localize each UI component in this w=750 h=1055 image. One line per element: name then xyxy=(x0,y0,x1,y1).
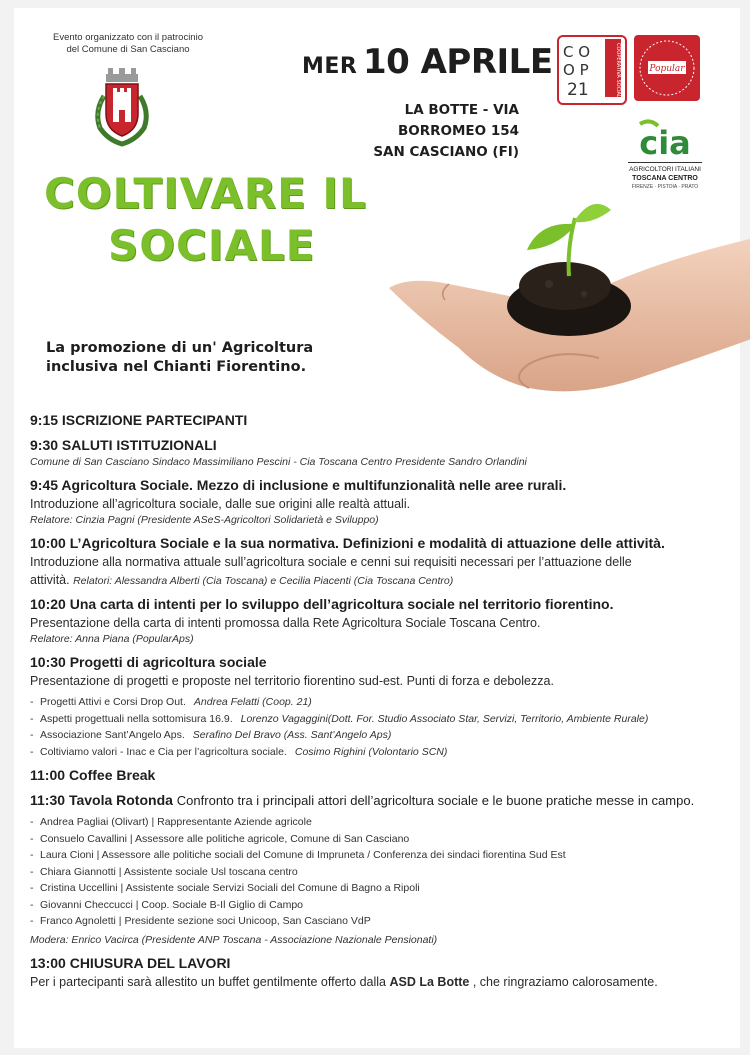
schedule-time: 13:00 xyxy=(30,954,66,971)
list-item: - Giovanni Checcucci | Coop. Sociale B-Il Giglio di Campo xyxy=(30,897,730,914)
schedule-item-0945 xyxy=(30,476,730,528)
venue-line-2: SAN CASCIANO (FI) xyxy=(373,144,519,160)
schedule-time: 10:20 xyxy=(30,596,66,612)
list-item xyxy=(30,727,730,744)
schedule-heading xyxy=(30,476,730,495)
subtitle-line-2: inclusiva nel Chianti Fiorentino. xyxy=(46,359,307,375)
project-title: Aspetti progettuali nella sottomisura 16.9. xyxy=(40,712,233,725)
coop21-logo-text-3: 21 xyxy=(567,80,589,100)
schedule-heading xyxy=(30,411,730,430)
schedule-time: 9:15 xyxy=(30,412,59,428)
schedule-title: Progetti di agricoltura sociale xyxy=(69,654,267,670)
schedule-heading xyxy=(30,766,730,785)
panel-list xyxy=(30,814,730,930)
schedule-speaker: Comune di San Casciano Sindaco Massimiliano Pescini - Cia Toscana Centro Presidente Sandro Orlandini xyxy=(30,456,527,468)
project-title: Progetti Attivi e Corsi Drop Out. xyxy=(40,696,186,708)
event-title xyxy=(44,168,367,272)
schedule-item-0915 xyxy=(30,411,730,430)
schedule-speaker: Relatore: Anna Piana (PopularAps) xyxy=(30,633,194,645)
panel-moderator: Modera: Enrico Vacirca (Presidente ANP Toscana - Associazione Nazionale Pensionati) xyxy=(30,933,438,946)
project-list xyxy=(30,694,730,760)
schedule-item-1130 xyxy=(30,791,730,948)
municipal-crest-icon xyxy=(90,66,154,148)
schedule-time: 9:30 xyxy=(30,437,59,453)
schedule-speaker: Relatore: Cinzia Pagni (Presidente ASeS-Agricoltori Solidarietà e Sviluppo) xyxy=(30,514,379,526)
popular-logo-graphic xyxy=(634,35,700,101)
list-item: - Franco Agnoletti | Presidente sezione soci Unicoop, San Casciano VdP xyxy=(30,913,730,930)
schedule-item-0930 xyxy=(30,436,730,470)
list-item: - Cristina Uccellini | Assistente sociale Servizi Sociali del Comune di Bagno a Ripoli xyxy=(30,880,730,897)
list-item: - Laura Cioni | Assessore alle politiche sociali del Comune di Impruneta / Conferenza dei sindaci fiorentina Sud Est xyxy=(30,847,730,864)
coop21-logo-text-1: C O xyxy=(563,43,591,61)
schedule-title: ISCRIZIONE PARTECIPANTI xyxy=(61,412,248,428)
schedule-description-cont: attività. xyxy=(30,573,70,587)
project-title: Coltiviamo valori - Inac e Cia per l’agricoltura sociale. xyxy=(40,745,287,758)
popular-logo xyxy=(634,35,700,101)
schedule-description-end xyxy=(30,571,730,589)
patronage-line-2: del Comune di San Casciano xyxy=(66,44,190,55)
schedule-heading xyxy=(30,653,730,672)
schedule-description: Introduzione all’agricoltura sociale, dalle sue origini alle realtà attuali. xyxy=(30,497,411,511)
schedule-title: L’Agricoltura Sociale e la sua normativa. Definizioni e modalità di attuazione delle attività. xyxy=(69,535,665,551)
program-schedule xyxy=(30,411,730,997)
cia-sub-3: FIRENZE · PISTOIA · PRATO xyxy=(631,184,699,190)
cia-logo-text: cia xyxy=(639,124,691,162)
project-speaker: Andrea Felatti (Coop. 21) xyxy=(193,696,312,708)
closing-note-host: ASD La Botte xyxy=(389,974,470,989)
event-subtitle xyxy=(46,339,313,377)
patronage-line-1: Evento organizzato con il patrocinio xyxy=(53,32,203,43)
venue-line-1: LA BOTTE - VIA BORROMEO 154 xyxy=(397,102,519,139)
event-venue xyxy=(314,100,519,163)
schedule-title: Tavola Rotonda xyxy=(68,792,173,808)
coop21-logo xyxy=(557,35,627,105)
title-line-2: SOCIALE xyxy=(108,221,316,270)
title-line-1: COLTIVARE IL xyxy=(44,169,367,218)
closing-note-end: , che ringraziamo calorosamente. xyxy=(472,974,658,989)
schedule-time: 11:00 xyxy=(30,767,66,783)
cia-logo xyxy=(624,118,706,196)
popular-logo-text: Popular xyxy=(649,64,685,74)
schedule-description: Introduzione alla normativa attuale sull’agricoltura sociale e cenni sui requisiti necessari per l’attuazione delle xyxy=(30,555,632,569)
subtitle-line-1: La promozione di un' Agricoltura xyxy=(46,340,314,356)
list-item: - Andrea Pagliai (Olivart) | Rappresentante Aziende agricole xyxy=(30,814,730,831)
project-speaker: Lorenzo Vagaggini(Dott. For. Studio Associato Star, Servizi, Territorio, Ambiente Rurale) xyxy=(240,712,649,725)
coop21-logo-text-2: O P xyxy=(563,61,589,79)
patronage-note xyxy=(38,32,218,56)
schedule-title: Agricoltura Sociale. Mezzo di inclusione e multifunzionalità nelle aree rurali. xyxy=(61,477,567,493)
list-item: - Chiara Giannotti | Assistente sociale Usl toscana centro xyxy=(30,864,730,881)
schedule-time: 11:30 xyxy=(30,792,66,808)
schedule-time: 10:30 xyxy=(30,654,66,670)
closing-note-start: Per i partecipanti sarà allestito un buffet gentilmente offerto dalla xyxy=(30,974,387,989)
event-date xyxy=(302,42,553,82)
cia-sub-1: AGRICOLTORI ITALIANI xyxy=(629,166,701,173)
list-item xyxy=(30,744,730,761)
schedule-item-1020 xyxy=(30,595,730,647)
list-item xyxy=(30,694,730,711)
event-day: 10 APRILE xyxy=(362,42,553,82)
cia-sub-2: TOSCANA CENTRO xyxy=(632,175,698,182)
schedule-time: 9:45 xyxy=(30,477,59,493)
schedule-time: 10:00 xyxy=(30,535,66,551)
schedule-title: CHIUSURA DEL LAVORI xyxy=(69,954,231,971)
schedule-description: Presentazione di progetti e proposte nel territorio fiorentino sud-est. Punti di forza e debolezza. xyxy=(30,674,554,688)
project-speaker: Cosimo Righini (Volontario SCN) xyxy=(294,745,448,758)
closing-note xyxy=(30,973,730,991)
coop21-logo-graphic xyxy=(559,37,625,103)
schedule-title-extra: Confronto tra i principali attori dell’agricoltura sociale e le buone pratiche messe in campo. xyxy=(176,793,695,808)
schedule-item-1300 xyxy=(30,954,730,991)
schedule-heading xyxy=(30,954,730,973)
list-item: - Consuelo Cavallini | Assessore alle politiche agricole, Comune di San Casciano xyxy=(30,831,730,848)
event-weekday: MER xyxy=(302,54,358,79)
schedule-speaker: Relatori: Alessandra Alberti (Cia Toscana) e Cecilia Piacenti (Cia Toscana Centro) xyxy=(73,575,454,587)
cia-logo-graphic xyxy=(624,118,706,196)
schedule-title: Una carta di intenti per lo sviluppo dell’agricoltura sociale nel territorio fiorentino. xyxy=(69,596,614,612)
schedule-item-1100 xyxy=(30,766,730,785)
flyer-page xyxy=(14,8,740,1048)
project-speaker: Serafino Del Bravo (Ass. Sant’Angelo Aps) xyxy=(192,729,392,741)
schedule-heading xyxy=(30,595,730,614)
schedule-heading xyxy=(30,791,730,810)
schedule-description: Presentazione della carta di intenti promossa dalla Rete Agricoltura Sociale Toscana Centro. xyxy=(30,616,541,630)
hand-holding-seedling-icon xyxy=(379,188,750,418)
project-title: Associazione Sant’Angelo Aps. xyxy=(40,729,185,741)
schedule-title: SALUTI ISTITUZIONALI xyxy=(61,437,217,453)
schedule-item-1000 xyxy=(30,534,730,589)
schedule-heading xyxy=(30,436,730,455)
coop21-side-text: COOPERATIVA SOCIALE xyxy=(615,43,621,101)
schedule-title: Coffee Break xyxy=(68,767,156,783)
list-item xyxy=(30,711,730,728)
schedule-item-1030 xyxy=(30,653,730,760)
schedule-heading xyxy=(30,534,730,553)
